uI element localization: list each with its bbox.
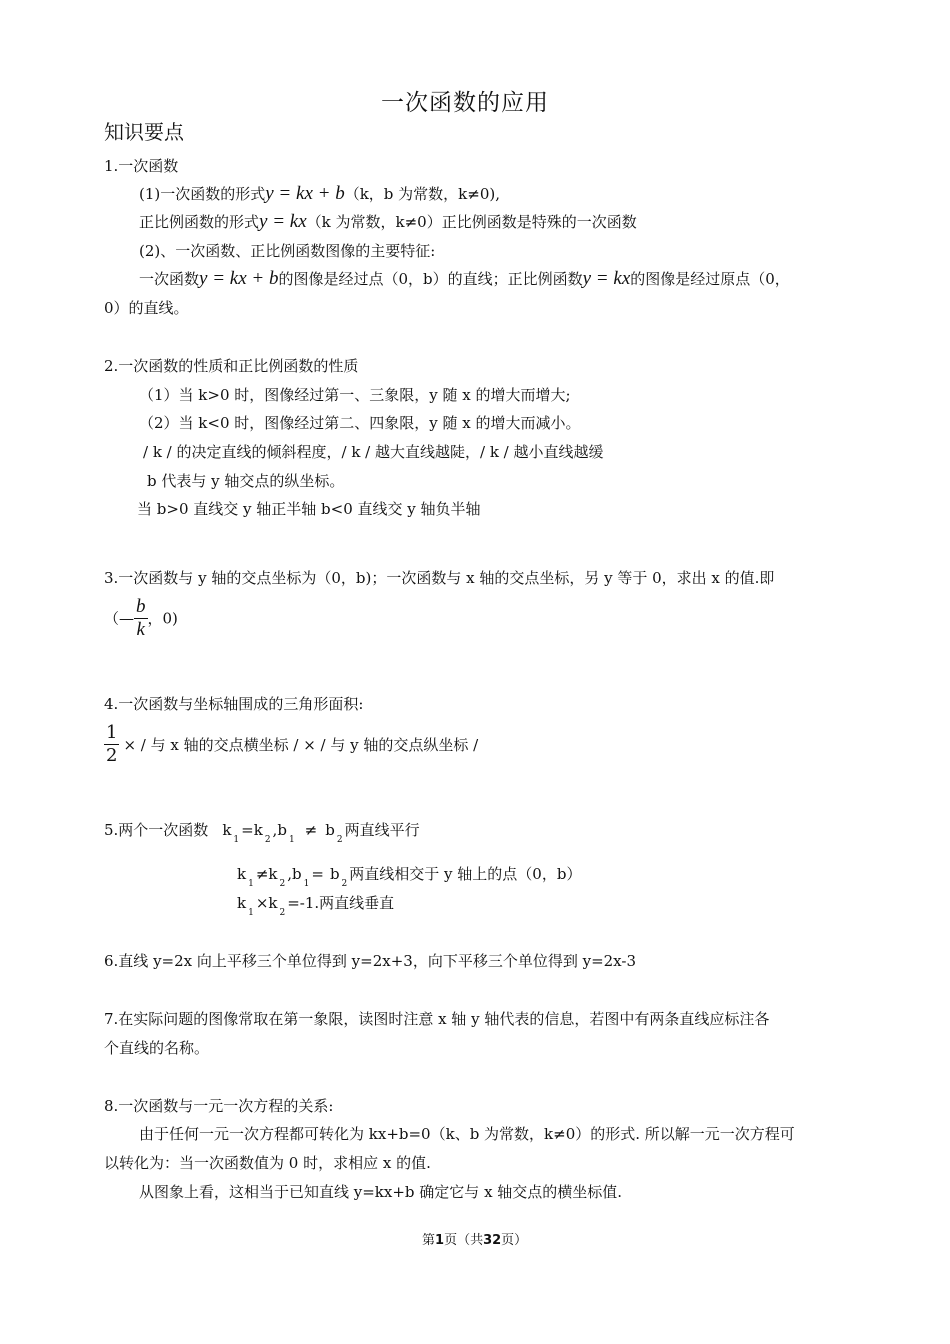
s6-line: 6.直线 y=2x 向上平移三个单位得到 y=2x+3，向下平移三个单位得到 y=2x-3 xyxy=(104,952,636,970)
s5-line3: $k_1\times k_2=-1$.两直线垂直 xyxy=(237,894,395,918)
total-pages: 32 xyxy=(483,1233,502,1248)
current-page-number: 1 xyxy=(435,1233,445,1248)
s3-heading: 3.一次函数与 y 轴的交点坐标为（0，b)；一次函数与 x 轴的交点坐标，另 y 等于 0，求出 x 的值.即 xyxy=(104,569,775,587)
s2-line3: / k / 的决定直线的倾斜程度，/ k / 越大直线越陡，/ k / 越小直线越缓 xyxy=(143,443,604,461)
s1-line5: 0）的直线。 xyxy=(104,299,189,317)
s1-line3: (2)、一次函数、正比例函数图像的主要特征: xyxy=(139,242,436,260)
s4-heading: 4.一次函数与坐标轴围成的三角形面积: xyxy=(104,695,364,713)
s7-line1: 7.在实际问题的图像常取在第一象限，读图时注意 x 轴 y 轴代表的信息，若图中有两条直线应标注各 xyxy=(104,1010,770,1028)
s8-heading: 8.一次函数与一元一次方程的关系: xyxy=(104,1097,334,1115)
s2-heading: 2.一次函数的性质和正比例函数的性质 xyxy=(104,357,359,375)
page-footer: 第1页（共32页） xyxy=(422,1233,528,1248)
s3-fraction-line: （— $\frac{b}{k}$ ，0) xyxy=(104,596,178,640)
fraction-b-over-k: $\frac{b}{k}$ xyxy=(136,596,146,640)
s8-line2: 以转化为：当一次函数值为 0 时，求相应 x 的值. xyxy=(104,1154,431,1172)
s2-line4: b 代表与 y 轴交点的纵坐标。 xyxy=(147,472,345,490)
s8-line3: 从图象上看，这相当于已知直线 y=kx+b 确定它与 x 轴交点的横坐标值. xyxy=(139,1183,623,1201)
s1-heading: 1.一次函数 xyxy=(104,157,179,175)
s1-line1: (1)一次函数的形式y = kx + b（k，b 为常数，k≠0), xyxy=(139,183,500,204)
s2-line5: 当 b>0 直线交 y 轴正半轴 b<0 直线交 y 轴负半轴 xyxy=(137,500,481,518)
s2-line1: （1）当 k>0 时，图像经过第一、三象限，y 随 x 的增大而增大; xyxy=(139,386,571,404)
s2-line2: （2）当 k<0 时，图像经过第二、四象限，y 随 x 的增大而减小。 xyxy=(139,414,581,432)
s1-line4: 一次函数y = kx + b的图像是经过点（0，b）的直线；正比例函数y = kx的图像是经过原点（0， xyxy=(139,268,790,289)
formula-linear: y = kx + b xyxy=(265,183,345,204)
page-title: 一次函数的应用 xyxy=(381,90,549,116)
s5-line1: 5.两个一次函数 $k_1=k_2,b_1\ne b_2$两直线平行 xyxy=(104,821,420,845)
s4-formula-line: $\frac{1}{2}$ × / 与 x 轴的交点横坐标 / × / 与 y 轴的交点纵坐标 / xyxy=(106,722,479,766)
section-heading: 知识要点 xyxy=(104,120,184,144)
s1-line2: 正比例函数的形式y = kx（k 为常数，k≠0）正比例函数是特殊的一次函数 xyxy=(139,211,637,232)
formula-proportional: y = kx xyxy=(259,211,307,232)
s7-line2: 个直线的名称。 xyxy=(104,1039,210,1057)
s8-line1: 由于任何一元一次方程都可转化为 kx+b=0（k、b 为常数，k≠0）的形式. 所以解一元一次方程可 xyxy=(139,1125,795,1143)
s5-line2: $k_1\ne k_2,b_1= b_2$两直线相交于 y 轴上的点（0，b） xyxy=(237,865,582,889)
fraction-one-half: $\frac{1}{2}$ xyxy=(106,722,118,766)
